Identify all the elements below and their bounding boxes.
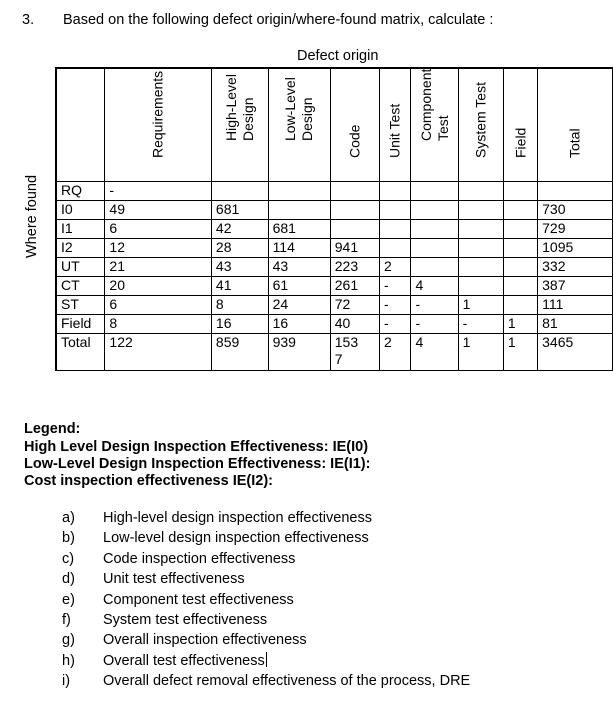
table-cell	[503, 277, 537, 296]
defect-matrix	[55, 67, 613, 371]
table-cell	[330, 182, 379, 201]
table-cell: 6	[105, 220, 212, 239]
legend-line: Low-Level Design Inspection Effectiveness: IE(I1):	[24, 456, 371, 472]
table-cell: 43	[211, 258, 268, 277]
table-cell: -	[380, 296, 411, 315]
table-cell: 332	[538, 258, 613, 277]
row-label: Total	[56, 334, 105, 371]
item-text: System test effectiveness	[103, 611, 268, 628]
legend-line: High Level Design Inspection Effectiveness: IE(I0)	[24, 439, 369, 455]
table-cell: 114	[268, 239, 330, 258]
question-text: Based on the following defect origin/where-found matrix, calculate :	[63, 12, 494, 28]
table-cell: 261	[330, 277, 379, 296]
table-cell: 16	[268, 315, 330, 334]
table-cell: 3465	[538, 334, 613, 371]
table-cell: 24	[268, 296, 330, 315]
column-header: Unit Test	[380, 68, 411, 182]
item-letter: i)	[62, 673, 71, 690]
table-cell	[380, 182, 411, 201]
table-cell	[268, 182, 330, 201]
table-cell: -	[105, 182, 212, 201]
table-row	[56, 220, 613, 239]
item-text: High-level design inspection effectiveness	[103, 510, 372, 526]
table-row	[56, 277, 613, 296]
column-header: Code	[330, 68, 379, 182]
column-header: Low-Level Design	[268, 68, 330, 182]
list-item	[62, 651, 470, 671]
question-number: 3.	[22, 12, 35, 28]
table-cell	[458, 239, 503, 258]
table-cell: 4	[411, 277, 458, 296]
table-cell: 1095	[538, 239, 613, 258]
table-cell	[458, 277, 503, 296]
table-cell: 1	[503, 315, 537, 334]
table-cell	[211, 182, 268, 201]
item-letter: c)	[62, 550, 75, 567]
sub-question-list	[62, 508, 470, 692]
column-header: Component Test	[411, 68, 458, 182]
table-cell: 2	[380, 334, 411, 371]
table-cell: -	[380, 315, 411, 334]
row-label: RQ	[56, 182, 105, 201]
table-cell	[458, 182, 503, 201]
list-item	[62, 549, 470, 569]
table-cell	[503, 201, 537, 220]
table-cell	[268, 201, 330, 220]
table-cell: 6	[105, 296, 212, 315]
list-item	[62, 528, 470, 548]
table-cell	[380, 201, 411, 220]
table-cell: 859	[211, 334, 268, 371]
table-row	[56, 296, 613, 315]
table-cell: 21	[105, 258, 212, 277]
table-cell	[503, 220, 537, 239]
item-letter: b)	[62, 530, 75, 547]
table-cell	[503, 182, 537, 201]
list-item	[62, 569, 470, 589]
item-text: Overall test effectiveness	[103, 652, 265, 669]
item-text: Overall defect removal effectiveness of the process, DRE	[103, 673, 471, 690]
table-cell	[330, 220, 379, 239]
legend-line: Cost inspection effectiveness IE(I2):	[24, 473, 273, 489]
table-cell: 387	[538, 277, 613, 296]
table-cell: 61	[268, 277, 330, 296]
table-cell: 1	[458, 296, 503, 315]
row-label: I2	[56, 239, 105, 258]
table-cell: 43	[268, 258, 330, 277]
column-header: Requirements	[105, 68, 212, 182]
item-letter: e)	[62, 591, 75, 608]
table-cell: -	[411, 315, 458, 334]
table-cell: 122	[105, 334, 212, 371]
list-item	[62, 610, 470, 630]
row-label: Field	[56, 315, 105, 334]
table-cell: 8	[211, 296, 268, 315]
table-cell	[538, 182, 613, 201]
item-text: Unit test effectiveness	[103, 571, 245, 588]
table-row	[56, 239, 613, 258]
table-cell: 939	[268, 334, 330, 371]
item-text: Low-level design inspection effectiveness	[103, 530, 369, 547]
item-text: Overall inspection effectiveness	[103, 632, 307, 649]
table-cell	[411, 220, 458, 239]
table-row	[56, 258, 613, 277]
table-cell: 20	[105, 277, 212, 296]
table-row	[56, 201, 613, 220]
table-cell: 12	[105, 239, 212, 258]
table-cell: 8	[105, 315, 212, 334]
list-item	[62, 630, 470, 650]
table-cell	[411, 201, 458, 220]
item-letter: h)	[62, 652, 75, 669]
text-cursor[interactable]	[266, 652, 267, 667]
item-letter: f)	[62, 611, 71, 628]
table-cell: -	[380, 277, 411, 296]
item-letter: g)	[62, 632, 75, 649]
table-cell: 49	[105, 201, 212, 220]
list-item	[62, 508, 470, 528]
table-cell: 223	[330, 258, 379, 277]
table-row	[56, 182, 613, 201]
corner-cell	[56, 68, 105, 182]
row-label: UT	[56, 258, 105, 277]
item-text: Component test effectiveness	[103, 591, 294, 608]
item-text: Code inspection effectiveness	[103, 550, 296, 567]
table-cell: 40	[330, 315, 379, 334]
table-cell: 681	[211, 201, 268, 220]
table-cell: 1	[503, 334, 537, 371]
table-cell: 1	[458, 334, 503, 371]
row-label: ST	[56, 296, 105, 315]
column-header: High-Level Design	[211, 68, 268, 182]
table-cell: 81	[538, 315, 613, 334]
table-cell	[411, 239, 458, 258]
list-item	[62, 590, 470, 610]
table-cell	[411, 182, 458, 201]
column-header: System Test	[458, 68, 503, 182]
table-cell	[503, 258, 537, 277]
table-cell	[503, 239, 537, 258]
table-cell	[380, 239, 411, 258]
table-cell: 16	[211, 315, 268, 334]
header-row	[56, 68, 613, 182]
item-letter: d)	[62, 571, 75, 588]
table-cell	[380, 220, 411, 239]
table-cell: 28	[211, 239, 268, 258]
table-cell: -	[411, 296, 458, 315]
row-label: CT	[56, 277, 105, 296]
table-cell	[458, 201, 503, 220]
column-header: Total	[538, 68, 613, 182]
table-cell: 941	[330, 239, 379, 258]
table-cell: 41	[211, 277, 268, 296]
table-cell: 42	[211, 220, 268, 239]
table-cell	[503, 296, 537, 315]
table-cell: 730	[538, 201, 613, 220]
row-label: I1	[56, 220, 105, 239]
table-cell	[458, 258, 503, 277]
table-row	[56, 334, 613, 371]
table-cell: -	[458, 315, 503, 334]
table-cell: 681	[268, 220, 330, 239]
legend-title: Legend:	[24, 421, 81, 437]
table-cell	[411, 258, 458, 277]
table-cell: 4	[411, 334, 458, 371]
table-cell: 2	[380, 258, 411, 277]
table-cell: 72	[330, 296, 379, 315]
row-label: I0	[56, 201, 105, 220]
defect-origin-label: Defect origin	[297, 48, 379, 64]
column-header: Field	[503, 68, 537, 182]
table-cell	[458, 220, 503, 239]
table-cell: 111	[538, 296, 613, 315]
table-cell: 729	[538, 220, 613, 239]
where-found-label: Where found	[24, 174, 40, 258]
table-cell	[330, 201, 379, 220]
table-cell: 153 7	[330, 334, 379, 371]
item-letter: a)	[62, 510, 75, 526]
table-row	[56, 315, 613, 334]
list-item	[62, 671, 470, 691]
